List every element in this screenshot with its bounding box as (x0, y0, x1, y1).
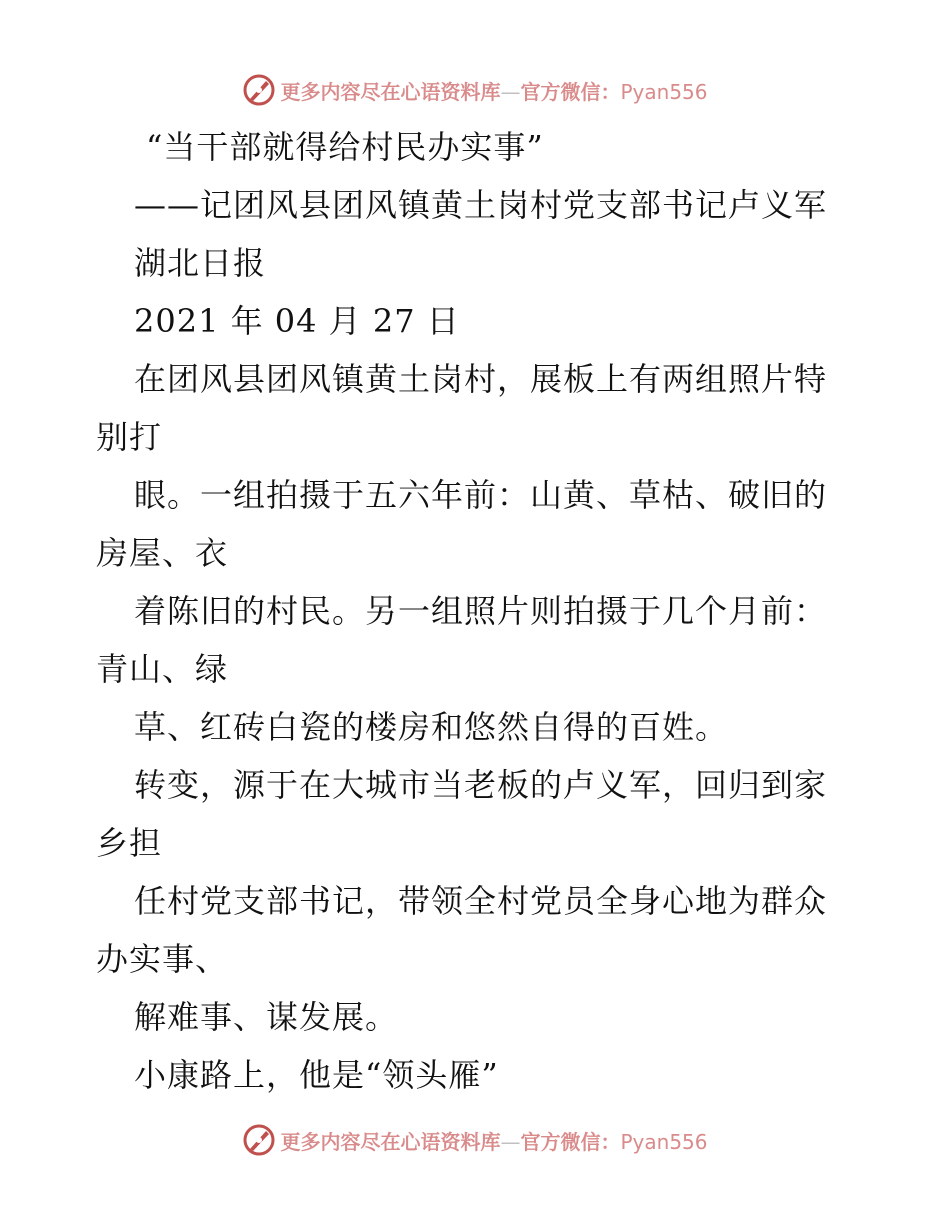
text-line: 别打 (96, 418, 163, 456)
text-line: 乡担 (96, 824, 163, 862)
watermark-banner-top (0, 70, 950, 110)
text-line: 办实事、 (96, 940, 229, 978)
watermark-text: 更多内容尽在心语资料库—官方微信：Pyan556 (280, 1129, 708, 1154)
text-line: 眼。一组拍摄于五六年前：山黄、草枯、破旧的 (134, 476, 828, 514)
quill-logo-icon (242, 73, 276, 107)
text-line: 草、红砖白瓷的楼房和悠然自得的百姓。 (134, 708, 729, 746)
article-title: “当干部就得给村民办实事” (146, 128, 544, 166)
text-line: 湖北日报 (134, 244, 267, 282)
text-line: 解难事、谋发展。 (134, 998, 399, 1036)
watermark-banner-bottom (0, 1120, 950, 1160)
text-line: 青山、绿 (96, 650, 229, 688)
watermark-text: 更多内容尽在心语资料库—官方微信：Pyan556 (280, 79, 708, 104)
text-line: 转变，源于在大城市当老板的卢义军，回归到家 (134, 766, 828, 804)
text-line: ——记团风县团风镇黄土岗村党支部书记卢义军 (134, 186, 828, 224)
quill-logo-icon (242, 1123, 276, 1157)
text-line: 2021 年 04 月 27 日 (134, 302, 460, 340)
text-line: 在团风县团风镇黄土岗村，展板上有两组照片特 (134, 360, 828, 398)
text-line: 着陈旧的村民。另一组照片则拍摄于几个月前： (134, 592, 828, 630)
text-line: 小康路上，他是“领头雁” (134, 1056, 499, 1094)
document-body (96, 118, 876, 1104)
text-line: 房屋、衣 (96, 534, 229, 572)
text-line: 任村党支部书记，带领全村党员全身心地为群众 (134, 882, 828, 920)
